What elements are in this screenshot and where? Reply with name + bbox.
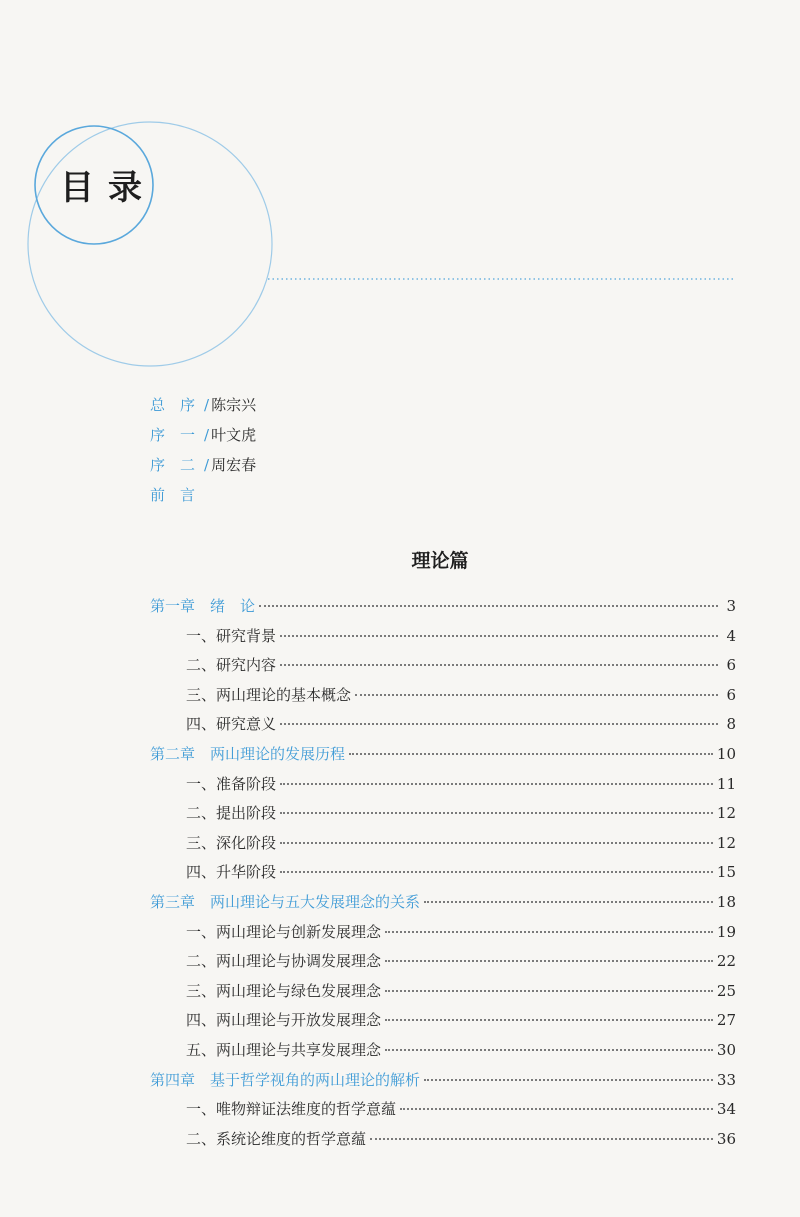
- toc-section-entry[interactable]: [150, 651, 736, 681]
- toc-page-number: 12: [716, 833, 736, 852]
- toc-entry-title: 第三章 两山理论与五大发展理念的关系: [150, 892, 421, 911]
- toc-chapter-entry[interactable]: [150, 740, 736, 770]
- toc-page-number: 6: [726, 656, 736, 675]
- toc-entry-title: 三、两山理论与绿色发展理念: [186, 981, 382, 1000]
- toc-page-number: 33: [716, 1070, 736, 1089]
- toc-chapter-entry[interactable]: [150, 1066, 736, 1096]
- toc-section-entry[interactable]: [150, 770, 736, 800]
- toc-section-entry[interactable]: [150, 858, 736, 888]
- toc-page-number: 18: [716, 892, 736, 911]
- toc-page-number: 8: [726, 715, 736, 734]
- toc-section-entry[interactable]: [150, 799, 736, 829]
- toc-entry-title: 二、提出阶段: [186, 804, 277, 823]
- dot-leader: [280, 842, 713, 844]
- toc-page-number: 27: [716, 1011, 736, 1030]
- toc-page-number: 30: [716, 1040, 736, 1059]
- dot-leader: [385, 1019, 713, 1021]
- toc-entry-title: 二、两山理论与协调发展理念: [186, 952, 382, 971]
- toc-chapter-entry[interactable]: [150, 888, 736, 918]
- toc-section-entry[interactable]: [150, 918, 736, 948]
- dot-leader: [259, 605, 718, 607]
- toc-chapter-entry[interactable]: [150, 592, 736, 622]
- toc-entry-title: 三、两山理论的基本概念: [186, 685, 352, 704]
- toc-entry-title: 二、研究内容: [186, 656, 277, 675]
- front-matter-author: 叶文虎: [211, 426, 257, 444]
- toc-section-entry[interactable]: [150, 710, 736, 740]
- toc-page-number: 15: [716, 863, 736, 882]
- toc-section-entry[interactable]: [150, 1036, 736, 1066]
- dot-leader: [355, 694, 718, 696]
- table-of-contents: [150, 592, 736, 1154]
- dot-leader: [280, 783, 713, 785]
- front-matter-separator: /: [204, 456, 210, 474]
- toc-page-number: 3: [726, 597, 736, 615]
- toc-entry-title: 一、唯物辩证法维度的哲学意蕴: [186, 1100, 397, 1119]
- front-matter-item[interactable]: [150, 450, 256, 480]
- dot-leader: [385, 960, 713, 962]
- toc-page-number: 10: [716, 744, 736, 763]
- front-matter-label: 序 二: [150, 456, 196, 474]
- page-title: 目录: [60, 168, 156, 208]
- toc-page-number: 4: [726, 626, 736, 645]
- front-matter-label: 总 序: [150, 396, 196, 414]
- toc-section-entry[interactable]: [150, 1125, 736, 1155]
- toc-entry-title: 四、研究意义: [186, 715, 277, 734]
- front-matter-label: 前 言: [150, 486, 196, 504]
- dot-leader: [280, 635, 718, 637]
- toc-section-entry[interactable]: [150, 977, 736, 1007]
- front-matter-separator: /: [204, 396, 210, 414]
- toc-entry-title: 一、准备阶段: [186, 774, 277, 793]
- toc-section-entry[interactable]: [150, 681, 736, 711]
- dot-leader: [400, 1108, 713, 1110]
- dot-leader: [280, 723, 718, 725]
- dot-leader: [424, 901, 713, 903]
- toc-entry-title: 第四章 基于哲学视角的两山理论的解析: [150, 1070, 421, 1089]
- dot-leader: [280, 812, 713, 814]
- toc-entry-title: 三、深化阶段: [186, 833, 277, 852]
- toc-section-entry[interactable]: [150, 1095, 736, 1125]
- toc-entry-title: 第二章 两山理论的发展历程: [150, 744, 346, 763]
- front-matter-item[interactable]: [150, 420, 256, 450]
- dot-leader: [424, 1079, 713, 1081]
- dot-leader: [370, 1138, 713, 1140]
- toc-entry-title: 第一章 绪 论: [150, 597, 256, 615]
- front-matter-separator: /: [204, 426, 210, 444]
- toc-entry-title: 一、两山理论与创新发展理念: [186, 922, 382, 941]
- toc-section-entry[interactable]: [150, 1006, 736, 1036]
- dot-leader: [385, 931, 713, 933]
- toc-page-number: 11: [716, 774, 736, 793]
- toc-entry-title: 四、升华阶段: [186, 863, 277, 882]
- front-matter-list: [150, 390, 256, 510]
- toc-page-number: 22: [716, 952, 736, 971]
- toc-entry-title: 四、两山理论与开放发展理念: [186, 1011, 382, 1030]
- dot-leader: [385, 990, 713, 992]
- dot-leader: [385, 1049, 713, 1051]
- front-matter-label: 序 一: [150, 426, 196, 444]
- toc-page-number: 12: [716, 804, 736, 823]
- dot-leader: [280, 664, 718, 666]
- toc-section-entry[interactable]: [150, 829, 736, 859]
- front-matter-item[interactable]: [150, 390, 256, 420]
- toc-entry-title: 一、研究背景: [186, 626, 277, 645]
- toc-section-entry[interactable]: [150, 622, 736, 652]
- dot-leader: [280, 871, 713, 873]
- large-circle: [28, 122, 272, 366]
- toc-page-number: 34: [716, 1100, 736, 1119]
- toc-page-number: 25: [716, 981, 736, 1000]
- front-matter-item[interactable]: [150, 480, 256, 510]
- toc-entry-title: 五、两山理论与共享发展理念: [186, 1040, 382, 1059]
- front-matter-author: 陈宗兴: [211, 396, 257, 414]
- toc-section-entry[interactable]: [150, 947, 736, 977]
- section-title: 理论篇: [411, 550, 469, 572]
- toc-page-number: 6: [726, 685, 736, 704]
- front-matter-author: 周宏春: [211, 456, 257, 474]
- dot-leader: [349, 753, 713, 755]
- toc-entry-title: 二、系统论维度的哲学意蕴: [186, 1129, 367, 1148]
- toc-page-number: 19: [716, 922, 736, 941]
- toc-page-number: 36: [716, 1129, 736, 1148]
